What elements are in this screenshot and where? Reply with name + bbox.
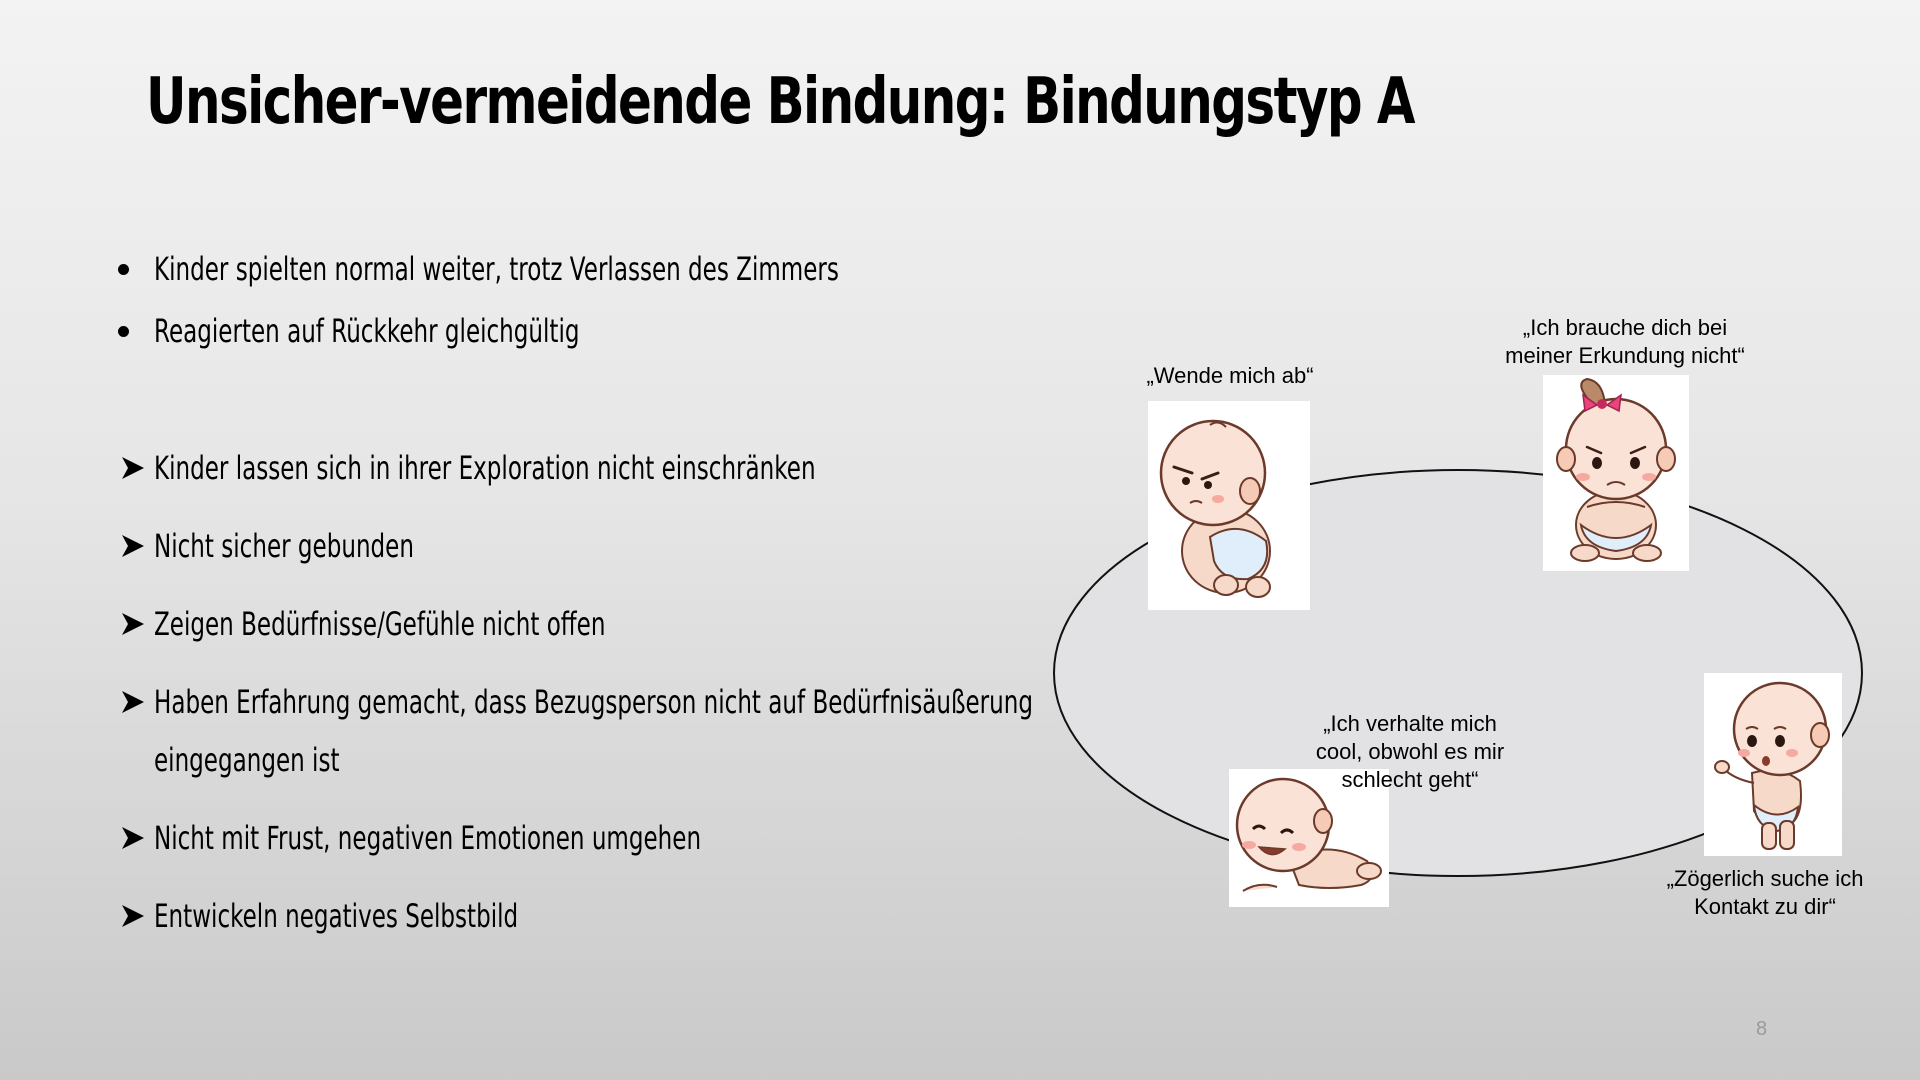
arrow-text: Nicht sicher gebunden	[154, 527, 414, 565]
quote-line: „Ich brauche dich bei	[1522, 315, 1728, 340]
quote-line: „Zögerlich suche ich	[1666, 866, 1864, 891]
quote-line: meiner Erkundung nicht“	[1505, 343, 1745, 368]
quote-line: Kontakt zu dir“	[1694, 894, 1836, 919]
bullet-text: Kinder spielten normal weiter, trotz Verlassen des Zimmers	[154, 250, 839, 288]
baby-hesitant-image	[1704, 673, 1842, 856]
arrow-text: Nicht mit Frust, negativen Emotionen umgehen	[154, 819, 702, 857]
baby-turning-away-image	[1148, 401, 1310, 610]
arrow-text: Haben Erfahrung gemacht, dass Bezugsperson nicht auf Bedürfnisäußerung	[154, 683, 1033, 721]
arrow-text: Zeigen Bedürfnisse/Gefühle nicht offen	[154, 605, 606, 643]
slide-title: Unsicher-vermeidende Bindung: Bindungstyp A	[146, 65, 1414, 139]
quote-line: schlecht geht“	[1341, 767, 1479, 792]
arrow-text: Kinder lassen sich in ihrer Exploration nicht einschränken	[154, 449, 816, 487]
quote-cool	[1290, 710, 1530, 794]
page-number: 8	[1756, 1018, 1768, 1040]
baby-girl-sad-image	[1543, 375, 1689, 571]
quote-turn-away: „Wende mich ab“	[1146, 363, 1314, 388]
quote-hesitant	[1640, 865, 1890, 921]
bullet-text: Reagierten auf Rückkehr gleichgültig	[154, 312, 580, 350]
arrow-text: Entwickeln negatives Selbstbild	[154, 897, 519, 935]
quote-line: cool, obwohl es mir	[1315, 739, 1505, 764]
quote-line: „Ich verhalte mich	[1323, 711, 1497, 736]
quote-need-you	[1480, 314, 1770, 370]
arrow-text-continued: eingegangen ist	[154, 741, 340, 779]
